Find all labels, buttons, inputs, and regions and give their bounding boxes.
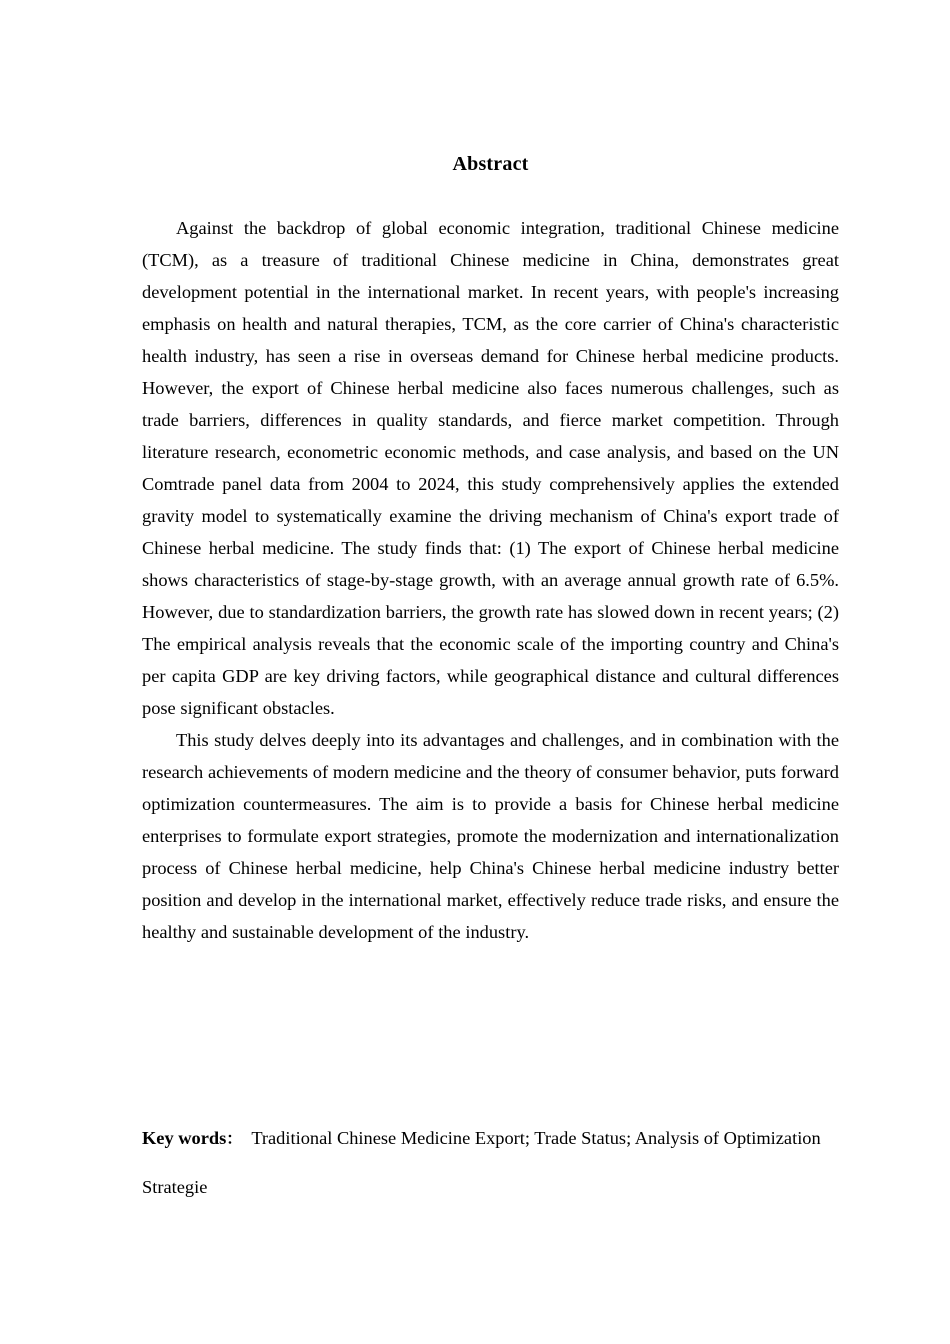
- keywords-section: [142, 1114, 839, 1211]
- page-title: Abstract: [452, 153, 529, 175]
- keywords-text: Traditional Chinese Medicine Export; Trade Status; Analysis of Optimization Strategie: [142, 1128, 821, 1197]
- abstract-section: [142, 212, 839, 948]
- abstract-paragraph: Against the backdrop of global economic integration, traditional Chinese medicine (TCM), as a treasure of traditional Chinese medicine in China, demonstrates great development potential in the international market. In recent years, with people's increasing emphasis on health and natural therapies, TCM, as the core carrier of China's characteristic health industry, has seen a rise in overseas demand for Chinese herbal medicine products. However, the export of Chinese herbal medicine also faces numerous challenges, such as trade barriers, differences in quality standards, and fierce market competition. Through literature research, econometric economic methods, and case analysis, and based on the UN Comtrade panel data from 2004 to 2024, this study comprehensively applies the extended gravity model to systematically examine the driving mechanism of China's export trade of Chinese herbal medicine. The study finds that: (1) The export of Chinese herbal medicine shows characteristics of stage-by-stage growth, with an average annual growth rate of 6.5%. However, due to standardization barriers, the growth rate has slowed down in recent years; (2) The empirical analysis reveals that the economic scale of the importing country and China's per capita GDP are key driving factors, while geographical distance and cultural differences pose significant obstacles.: [142, 218, 839, 718]
- keywords-line: [142, 1114, 839, 1211]
- abstract-paragraph: This study delves deeply into its advantages and challenges, and in combination with the research achievements of modern medicine and the theory of consumer behavior, puts forward optimization countermeasures. The aim is to provide a basis for Chinese herbal medicine enterprises to formulate export strategies, promote the modernization and internationalization process of Chinese herbal medicine, help China's Chinese herbal medicine industry better position and develop in the international market, effectively reduce trade risks, and ensure the healthy and sustainable development of the industry.: [142, 730, 839, 942]
- keywords-label: Key words: [142, 1128, 227, 1148]
- keywords-colon: ：: [226, 1129, 243, 1148]
